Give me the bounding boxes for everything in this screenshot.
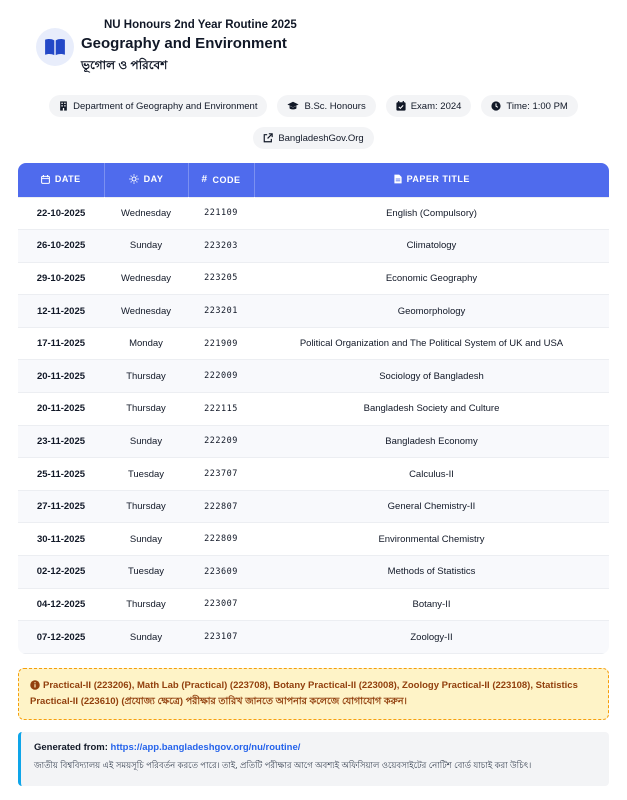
table-row [18,458,609,491]
practical-exam-notice [18,668,609,720]
page-subtitle-bn: ভূগোল ও পরিবেশ [81,58,168,72]
date-cell: 20-11-2025 [18,360,104,393]
table-row [18,327,609,360]
column-header-code [188,163,254,197]
department-label: Department of Geography and Environment [73,100,258,112]
table-row [18,295,609,328]
paper-title-cell: Political Organization and The Political System of UK and USA [254,327,609,360]
book-open-icon [44,38,66,56]
paper-title-cell: English (Compulsory) [254,197,609,230]
paper-title-cell: Zoology-II [254,621,609,654]
day-cell: Wednesday [104,197,188,230]
source-chip-row [18,127,609,149]
footer [18,732,609,786]
table-row [18,523,609,556]
generated-line [34,742,596,753]
day-cell: Thursday [104,360,188,393]
day-cell: Thursday [104,490,188,523]
code-cell: 222807 [188,490,254,523]
table-row [18,197,609,230]
day-cell: Thursday [104,393,188,426]
day-cell: Tuesday [104,556,188,589]
date-cell: 07-12-2025 [18,621,104,654]
date-cell: 12-11-2025 [18,295,104,328]
day-cell: Sunday [104,425,188,458]
day-cell: Tuesday [104,458,188,491]
generated-label: Generated from: [34,741,108,753]
date-cell: 29-10-2025 [18,262,104,295]
paper-title-cell: Geomorphology [254,295,609,328]
code-cell: 223107 [188,621,254,654]
table-row [18,262,609,295]
table-row [18,588,609,621]
table-row [18,425,609,458]
code-header-label: CODE [212,174,241,185]
building-icon [59,101,68,111]
date-cell: 23-11-2025 [18,425,104,458]
table-row [18,556,609,589]
date-cell: 20-11-2025 [18,393,104,426]
table-row [18,360,609,393]
paper-title-cell: General Chemistry-II [254,490,609,523]
date-cell: 27-11-2025 [18,490,104,523]
document-icon [394,174,402,184]
day-cell: Wednesday [104,295,188,328]
source-link-chip[interactable] [253,127,373,149]
header [18,0,609,88]
paper-title-cell: Bangladesh Society and Culture [254,393,609,426]
paper-title-cell: Economic Geography [254,262,609,295]
code-cell: 222209 [188,425,254,458]
exam-chip [386,95,472,117]
degree-chip [277,95,375,117]
info-circle-icon [30,680,40,690]
day-header-label: DAY [143,173,164,184]
paper-title-cell: Sociology of Bangladesh [254,360,609,393]
day-cell: Monday [104,327,188,360]
date-cell: 04-12-2025 [18,588,104,621]
degree-label: B.Sc. Honours [304,100,366,112]
date-cell: 30-11-2025 [18,523,104,556]
notice-text: Practical-II (223206), Math Lab (Practical) (223708), Botany Practical-II (223008), Zoology Practical-II (223108), Statistics Practical-II (223610) (প্রযোজ্য ক্ষেত্রে) পরীক্ষার তারিখ জানতে আপনার কলেজে যোগাযোগ করুন। [30,679,578,707]
title-header-label: PAPER TITLE [406,173,470,184]
date-cell: 22-10-2025 [18,197,104,230]
column-header-date [18,163,104,197]
date-cell: 17-11-2025 [18,327,104,360]
paper-title-cell: Environmental Chemistry [254,523,609,556]
calendar-check-icon [396,101,406,111]
paper-title-cell: Botany-II [254,588,609,621]
external-link-icon [263,133,273,143]
date-cell: 02-12-2025 [18,556,104,589]
day-cell: Sunday [104,621,188,654]
date-cell: 26-10-2025 [18,230,104,263]
table-header-row [18,163,609,197]
table-row [18,393,609,426]
info-chips [18,95,609,117]
graduation-cap-icon [287,101,299,111]
table-row [18,621,609,654]
table-row [18,230,609,263]
source-url-link[interactable]: https://app.bangladeshgov.org/nu/routine/ [110,741,301,753]
table-row [18,490,609,523]
code-cell: 222115 [188,393,254,426]
page-title: Geography and Environment [81,35,287,52]
calendar-icon [41,175,50,184]
date-header-label: DATE [54,174,81,184]
code-cell: 222009 [188,360,254,393]
code-cell: 223201 [188,295,254,328]
source-label: BangladeshGov.Org [278,132,364,144]
clock-icon [491,101,501,111]
column-header-paper-title [254,163,609,197]
day-cell: Sunday [104,523,188,556]
code-cell: 222809 [188,523,254,556]
time-label: Time: 1:00 PM [506,100,568,112]
paper-title-cell: Bangladesh Economy [254,425,609,458]
code-cell: 223609 [188,556,254,589]
paper-title-cell: Climatology [254,230,609,263]
disclaimer-text: জাতীয় বিশ্ববিদ্যালয় এই সময়সূচি পরিবর্তন করতে পারে। তাই, প্রতিটি পরীক্ষার আগে অবশ্যই অফিসিয়াল ওয়েবসাইটের নোটিশ বোর্ড যাচাই করা উচিৎ। [34,759,532,770]
sun-icon [129,174,139,184]
code-cell: 223007 [188,588,254,621]
column-header-day [104,163,188,197]
routine-kicker: NU Honours 2nd Year Routine 2025 [104,19,297,31]
day-cell: Wednesday [104,262,188,295]
date-cell: 25-11-2025 [18,458,104,491]
day-cell: Sunday [104,230,188,263]
time-chip [481,95,577,117]
code-cell: 223707 [188,458,254,491]
paper-title-cell: Methods of Statistics [254,556,609,589]
code-cell: 221109 [188,197,254,230]
code-cell: 223205 [188,262,254,295]
day-cell: Thursday [104,588,188,621]
hash-icon: # [201,174,208,186]
table-body [18,197,609,653]
exam-label: Exam: 2024 [410,100,462,112]
paper-title-cell: Calculus-II [254,458,609,491]
code-cell: 223203 [188,230,254,263]
logo-badge [36,28,74,66]
code-cell: 221909 [188,327,254,360]
department-chip [49,95,267,117]
routine-table [18,163,609,654]
